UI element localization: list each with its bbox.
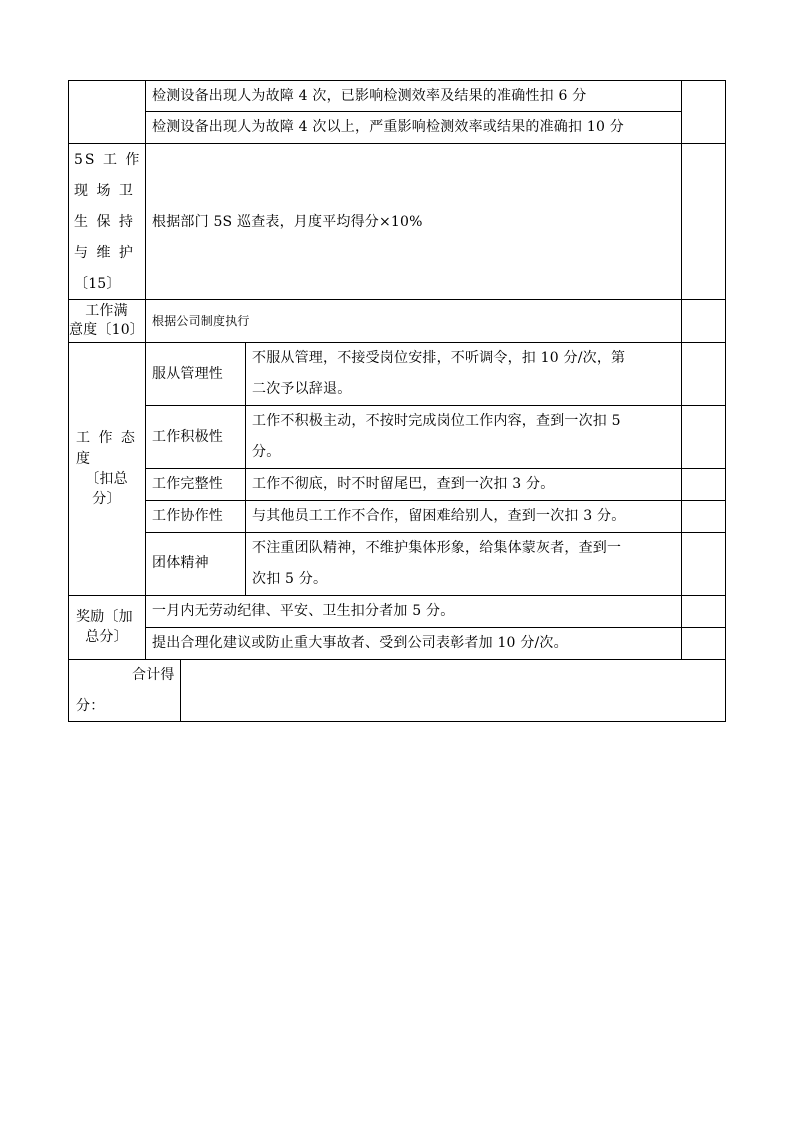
table-line bbox=[681, 80, 682, 659]
table-line bbox=[145, 500, 726, 501]
attitude-item-name: 工作协作性 bbox=[152, 508, 223, 524]
table-line bbox=[145, 627, 726, 628]
table-line bbox=[68, 299, 726, 300]
table-line bbox=[68, 143, 726, 144]
attitude-item-name: 团体精神 bbox=[152, 555, 209, 571]
reward-label-line: 总分〕 bbox=[85, 629, 128, 645]
attitude-item-desc: 二次予以辞退。 bbox=[252, 381, 352, 397]
table-line bbox=[68, 721, 726, 722]
table-line bbox=[145, 80, 146, 659]
table-line bbox=[68, 80, 69, 722]
reward-item: 提出合理化建议或防止重大事故者、受到公司表彰者加 10 分/次。 bbox=[152, 635, 568, 651]
table-line bbox=[145, 532, 726, 533]
attitude-item-desc: 分。 bbox=[252, 444, 281, 460]
five-s-label-line: 现 场 卫 bbox=[74, 183, 135, 199]
satisfaction-label-line: 意度〔10〕 bbox=[68, 322, 144, 338]
satisfaction-content: 根据公司制度执行 bbox=[152, 314, 250, 328]
satisfaction-label-line: 工作满 bbox=[85, 303, 128, 319]
attitude-item-name: 工作完整性 bbox=[152, 476, 223, 492]
total-score-cell[interactable] bbox=[181, 660, 725, 721]
equipment-rule-1: 检测设备出现人为故障 4 次，已影响检测效率及结果的准确性扣 6 分 bbox=[152, 88, 587, 104]
attitude-item-desc: 次扣 5 分。 bbox=[252, 571, 328, 587]
five-s-label-line: 与 维 护 bbox=[74, 245, 135, 261]
equipment-rule-2: 检测设备出现人为故障 4 次以上，严重影响检测效率或结果的准确扣 10 分 bbox=[152, 119, 624, 135]
attitude-item-desc: 与其他员工工作不合作，留困难给别人，查到一次扣 3 分。 bbox=[252, 508, 626, 524]
attitude-item-name: 工作积极性 bbox=[152, 429, 223, 445]
total-label-line: 合计得 bbox=[132, 667, 175, 683]
reward-label-line: 奖励〔加 bbox=[76, 609, 133, 625]
attitude-label-line: 〔扣总 bbox=[85, 471, 128, 487]
five-s-label-line: 生 保 持 bbox=[74, 214, 135, 230]
table-line bbox=[68, 342, 726, 343]
table-line bbox=[68, 595, 726, 596]
table-line bbox=[68, 80, 726, 81]
attitude-item-desc: 不注重团队精神，不维护集体形象，给集体蒙灰者，查到一 bbox=[252, 540, 622, 556]
attitude-label-line: 分〕 bbox=[92, 491, 121, 507]
attitude-label-line: 度 bbox=[76, 451, 91, 467]
table-line bbox=[145, 468, 726, 469]
five-s-content: 根据部门 5S 巡查表，月度平均得分×10% bbox=[152, 214, 423, 230]
table-line bbox=[725, 80, 726, 722]
five-s-label-line: 5S 工 作 bbox=[74, 152, 142, 168]
reward-item: 一月内无劳动纪律、平安、卫生扣分者加 5 分。 bbox=[152, 603, 455, 619]
attitude-item-desc: 工作不彻底，时不时留尾巴，查到一次扣 3 分。 bbox=[252, 476, 555, 492]
table-line bbox=[245, 342, 246, 595]
attitude-item-name: 服从管理性 bbox=[152, 366, 223, 382]
attitude-label-line: 工 作 态 bbox=[76, 430, 137, 446]
total-label-line: 分： bbox=[76, 698, 105, 714]
attitude-item-desc: 不服从管理，不接受岗位安排，不听调令，扣 10 分/次，第 bbox=[252, 350, 626, 366]
five-s-label-line: 〔15〕 bbox=[74, 276, 121, 292]
attitude-item-desc: 工作不积极主动，不按时完成岗位工作内容，查到一次扣 5 bbox=[252, 413, 621, 429]
table-line bbox=[145, 111, 682, 112]
table-line bbox=[145, 405, 726, 406]
